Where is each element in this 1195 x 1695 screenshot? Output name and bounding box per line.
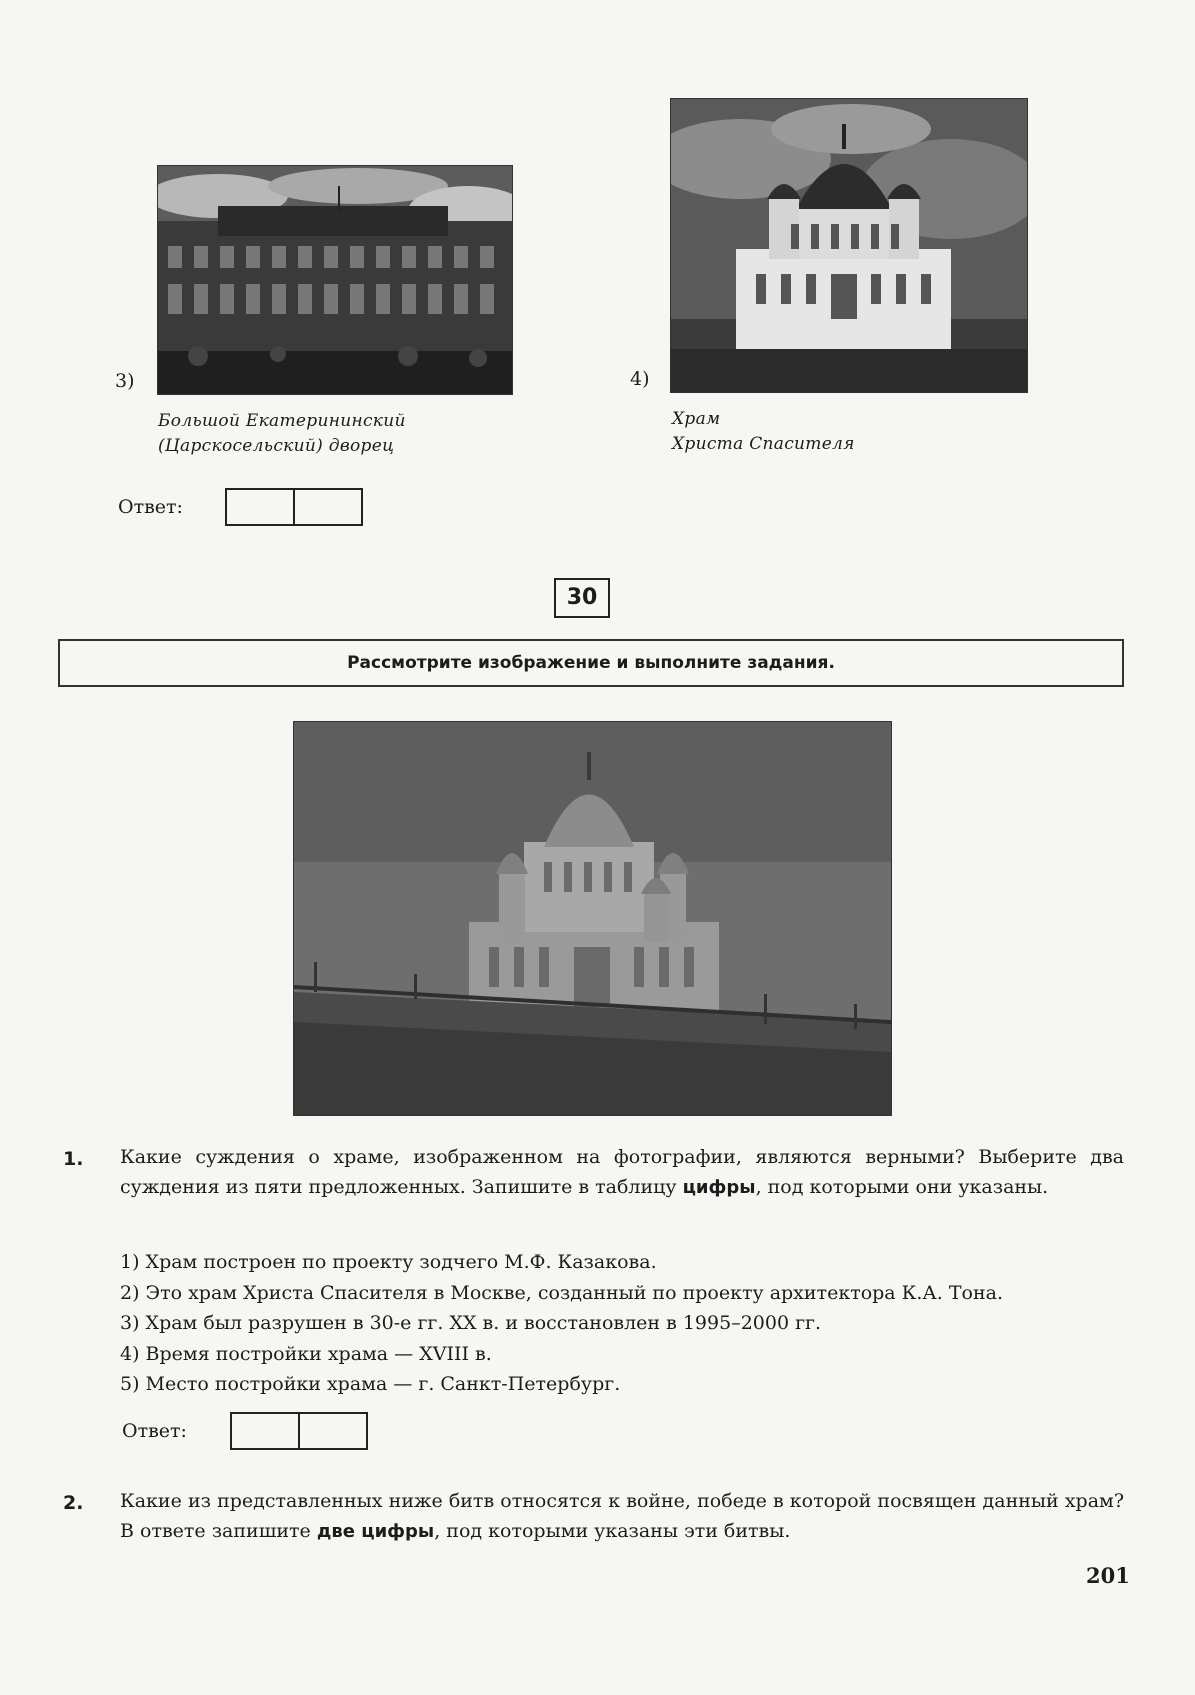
- question-1-options: [120, 1247, 1003, 1400]
- option-3-number: 3): [115, 370, 135, 392]
- question-text-bold: две цифры: [316, 1521, 435, 1542]
- answer-cell[interactable]: [232, 1414, 298, 1448]
- question-2-number: 2.: [63, 1492, 84, 1514]
- cathedral-photo: [293, 721, 892, 1116]
- option-4-caption: [672, 407, 855, 457]
- option-item: 5) Место постройки храма — г. Санкт-Петербург.: [120, 1373, 621, 1395]
- task-number: 30: [554, 578, 610, 618]
- answer-box[interactable]: [225, 488, 363, 526]
- answer-cell[interactable]: [293, 490, 361, 524]
- option-item: 3) Храм был разрушен в 30-е гг. XX в. и восстановлен в 1995–2000 гг.: [120, 1312, 822, 1334]
- question-text-part: Какие суждения о храме, изображенном на фотографии, являются верными? Выберите два суждения из пяти предложенных. Запишите в таблицу: [120, 1146, 1124, 1198]
- answer-box[interactable]: [230, 1412, 368, 1450]
- option-item: 2) Это храм Христа Спасителя в Москве, созданный по проекту архитектора К.А. Тона.: [120, 1281, 1004, 1304]
- task-instruction: Рассмотрите изображение и выполните задания.: [58, 639, 1124, 687]
- question-1-text: [120, 1142, 1124, 1203]
- caption-line: Храм: [672, 409, 721, 429]
- catherine-palace-photo: [157, 165, 513, 395]
- answer-label: Ответ:: [118, 496, 183, 518]
- option-4-number: 4): [630, 368, 650, 390]
- question-text-part: , под которыми они указаны.: [755, 1176, 1049, 1198]
- caption-line: Христа Спасителя: [672, 434, 855, 454]
- question-1-number: 1.: [63, 1148, 84, 1170]
- cathedral-photo-small: [670, 98, 1028, 393]
- caption-line: Большой Екатерининский: [158, 411, 406, 431]
- option-3-caption: [158, 409, 406, 459]
- answer-cell[interactable]: [298, 1414, 366, 1448]
- question-text-part: , под которыми указаны эти битвы.: [434, 1520, 791, 1542]
- caption-line: (Царскосельский) дворец: [158, 436, 395, 456]
- question-text-bold: цифры: [682, 1177, 756, 1198]
- page-number: 201: [1086, 1563, 1130, 1588]
- answer-cell[interactable]: [227, 490, 293, 524]
- option-item: 1) Храм построен по проекту зодчего М.Ф. Казакова.: [120, 1251, 657, 1273]
- answer-label: Ответ:: [122, 1420, 187, 1442]
- question-2-text: [120, 1486, 1124, 1547]
- option-item: 4) Время постройки храма — XVIII в.: [120, 1342, 492, 1365]
- question-text-part: Какие из представленных ниже битв относятся к войне, победе в которой посвящен данный храм? В ответе запишите: [120, 1490, 1124, 1542]
